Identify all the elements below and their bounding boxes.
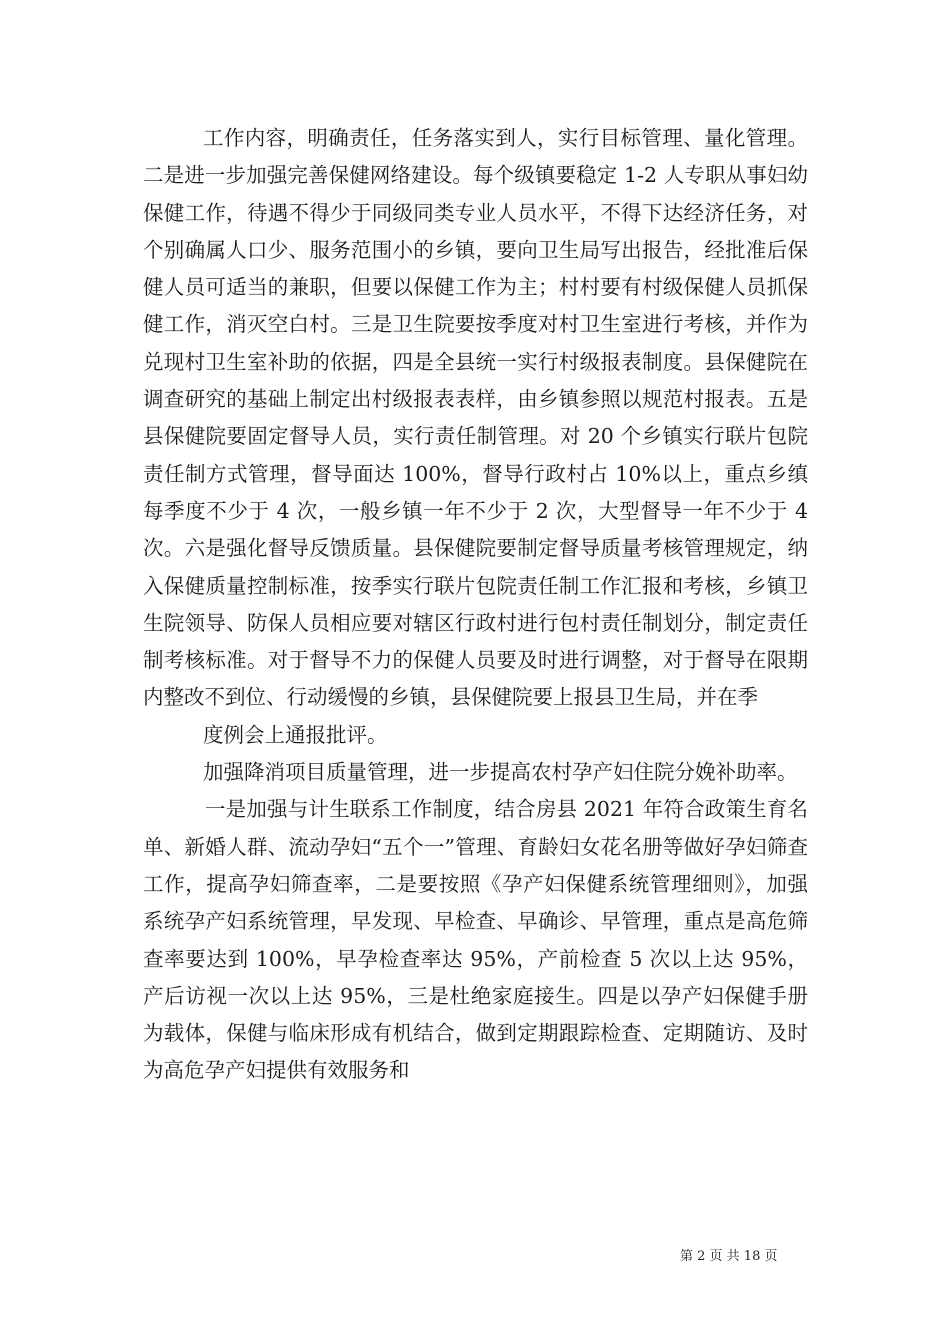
document-body bbox=[143, 120, 808, 1090]
paragraph-quality-management: 加强降消项目质量管理，进一步提高农村孕产妇住院分娩补助率。 bbox=[203, 760, 798, 785]
paragraph-quarterly-meeting: 度例会上通报批评。 bbox=[203, 722, 388, 747]
paragraph-work-content: 工作内容，明确责任，任务落实到人，实行目标管理、量化管理。二是进一步加强完善保健网络建设。每个级镇要稳定 1-2 人专职从事妇幼保健工作，待遇不得少于同级同类专业人员水平，不得下达经济任务，对个别确属人口少、服务范围小的乡镇，要向卫生局写出报告，经批准后保健人员可适当的兼职，但要以保健工作为主；村村要有村级保健人员抓保健工作，消灭空白村。三是卫生院要按季度对村卫生室进行考核，并作为兑现村卫生室补助的依据，四是全县统一实行村级报表制度。县保健院在调查研究的基础上制定出村级报表表样，由乡镇参照以规范村报表。五是县保健院要固定督导人员，实行责任制管理。对 20 个乡镇实行联片包院责任制方式管理，督导面达 100%，督导行政村占 10%以上，重点乡缜每季度不少于 4 次，一般乡镇一年不少于 2 次，大型督导一年不少于 4 次。六是强化督导反馈质量。县保健院要制定督导质量考核管理规定，纳入保健质量控制标准，按季实行联片包院责任制工作汇报和考核，乡镇卫生院领导、防保人员相应要对辖区行政村进行包村责任制划分，制定责任制考核标准。对于督导不力的保健人员要及时进行调整，对于督导在限期内整改不到位、行动缓慢的乡镇，县保健院要上报县卫生局，并在季 bbox=[143, 126, 808, 710]
paragraph-screening-measures: 一是加强与计生联系工作制度，结合房县 2021 年符合政策生育名单、新婚人群、流动孕妇“五个一”管理、育龄妇女花名册等做好孕妇筛查工作，提高孕妇筛查率，二是要按照《孕产妇保健系统管理细则》，加强系统孕产妇系统管理，早发现、早检查、早确诊、早管理，重点是高危筛查率要达到 100%，早孕检查率达 95%，产前检查 5 次以上达 95%，产后访视一次以上达 95%，三是杜绝家庭接生。四是以孕产妇保健手册为载体，保健与临床形成有机结合，做到定期跟踪检查、定期随访、及时为高危孕产妇提供有效服务和 bbox=[143, 797, 808, 1083]
page-number-footer: 第 2 页 共 18 页 bbox=[680, 1249, 778, 1264]
